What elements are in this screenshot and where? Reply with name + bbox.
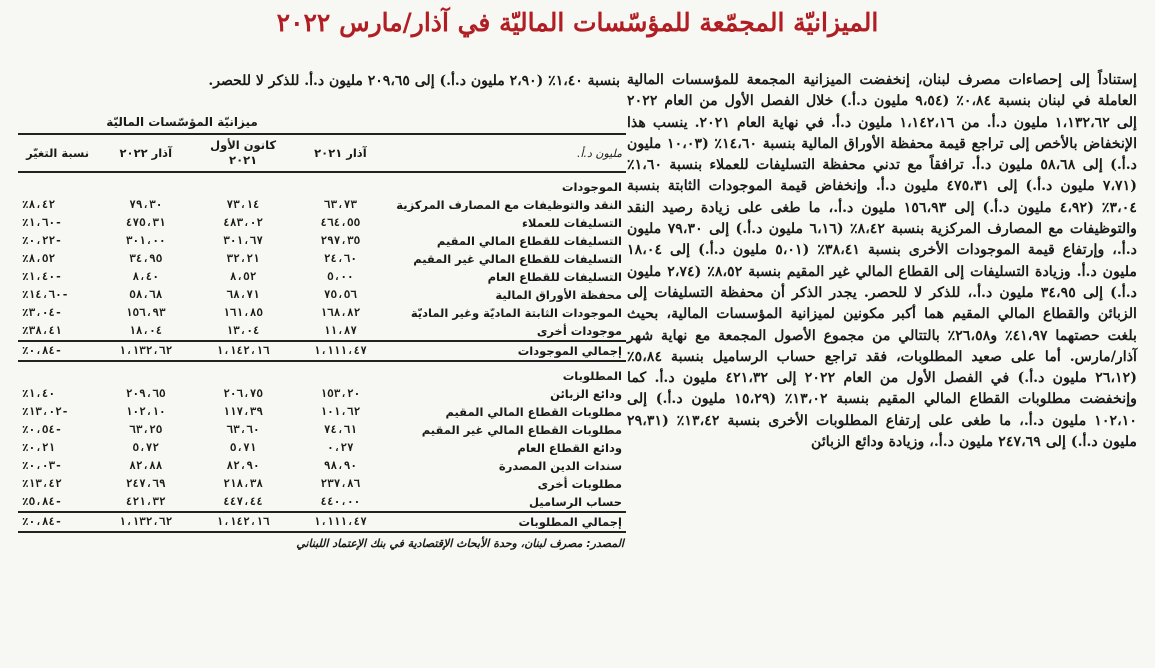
liabilities-section-row — [18, 361, 626, 385]
row-label: محفظة الأوراق المالية — [495, 288, 622, 302]
table-row — [18, 457, 626, 475]
table-row — [18, 304, 626, 322]
row-label: التسليفات للقطاع المالي غير المقيم — [413, 252, 622, 266]
value-change: -٠،٨٤٪ — [18, 512, 97, 532]
page-title: الميزانيّة المجمّعة للمؤسّسات الماليّة في آذار/مارس ٢٠٢٢ — [276, 8, 879, 37]
row-label: ودائع القطاع العام — [517, 441, 622, 455]
value-mar-2022: ٦٣،٢٥ — [129, 423, 163, 436]
row-label: موجودات أخرى — [536, 324, 622, 338]
value-change: -١،٦٠٪ — [22, 216, 62, 229]
table-row — [18, 385, 626, 403]
value-dec-2021: ١،١٤٢،١٦ — [194, 512, 291, 532]
value-mar-2021: ٤٦٤،٥٥ — [320, 216, 361, 229]
value-mar-2022: ٣٤،٩٥ — [129, 252, 163, 265]
value-dec-2021: ٣٠١،٦٧ — [223, 234, 263, 247]
value-dec-2021: ٤٨٣،٠٢ — [223, 216, 263, 229]
intro-continuation: بنسبة ١،٤٠٪ (٢،٩٠ مليون د.أ.) إلى ٢٠٩،٦٥ مليون د.أ. للذكر لا للحصر. — [208, 73, 620, 89]
value-mar-2021: ٢٣٧،٨٦ — [320, 477, 361, 490]
value-mar-2021: ٧٤،٦١ — [323, 423, 357, 436]
value-change: -١،٤٠٪ — [22, 270, 62, 283]
table-body — [18, 172, 626, 532]
value-mar-2022: ٢٤٧،٦٩ — [125, 477, 166, 490]
value-dec-2021: ٤٤٧،٤٤ — [223, 495, 263, 508]
table-row — [18, 196, 626, 214]
value-mar-2022: ٥٨،٦٨ — [129, 288, 163, 301]
table-row — [18, 214, 626, 232]
row-label: التسليفات للقطاع العام — [487, 270, 622, 284]
table-row — [18, 475, 626, 493]
value-mar-2021: ٠،٢٧ — [327, 441, 354, 454]
unit-header: مليون د.أ. — [389, 134, 626, 172]
value-mar-2021: ٢٤،٦٠ — [323, 252, 357, 265]
row-label: مطلوبات القطاع المالي غير المقيم — [421, 423, 622, 437]
value-dec-2021: ١٦١،٨٥ — [223, 306, 263, 319]
row-label: مطلوبات القطاع المالي المقيم — [445, 405, 622, 419]
value-dec-2021: ٢١٨،٣٨ — [223, 477, 263, 490]
value-change: ٨،٥٢٪ — [22, 252, 56, 265]
balance-sheet-table-wrap — [18, 115, 626, 550]
row-label: إجمالي الموجودات — [389, 341, 626, 361]
col-mar-2022-header: آذار ٢٠٢٢ — [97, 134, 194, 172]
value-mar-2021: ١،١١١،٤٧ — [292, 512, 389, 532]
row-label: إجمالي المطلوبات — [389, 512, 626, 532]
row-label: مطلوبات أخرى — [537, 477, 622, 491]
value-mar-2022: ٨٢،٨٨ — [129, 459, 163, 472]
value-mar-2021: ١١،٨٧ — [323, 324, 357, 337]
value-mar-2022: ١٠٢،١٠ — [125, 405, 166, 418]
value-change: ١،٤٠٪ — [22, 387, 56, 400]
value-change: -١٣،٠٢٪ — [22, 405, 69, 418]
col-change-header: نسبة التغيّر — [18, 134, 97, 172]
value-dec-2021: ١،١٤٢،١٦ — [194, 341, 291, 361]
value-mar-2021: ١،١١١،٤٧ — [292, 341, 389, 361]
source-note: المصدر: مصرف لبنان، وحدة الأبحاث الإقتصادية في بنك الإعتماد اللبناني — [296, 537, 624, 550]
row-label: الموجودات الثابتة الماديّة وغير الماديّة — [410, 306, 622, 320]
table-row — [18, 250, 626, 268]
col-mar-2021-header: آذار ٢٠٢١ — [292, 134, 389, 172]
row-label: ودائع الزبائن — [550, 387, 622, 401]
value-mar-2022: ١٨،٠٤ — [129, 324, 163, 337]
assets-section-label: الموجودات — [561, 180, 622, 194]
value-dec-2021: ٨،٥٢ — [229, 270, 257, 283]
value-dec-2021: ٦٣،٦٠ — [226, 423, 260, 436]
value-mar-2022: ٨،٤٠ — [132, 270, 160, 283]
value-change: -٣،٠٤٪ — [22, 306, 62, 319]
value-mar-2022: ١،١٣٢،٦٢ — [97, 512, 194, 532]
table-row — [18, 232, 626, 250]
value-mar-2021: ٧٥،٥٦ — [323, 288, 357, 301]
value-mar-2021: ٩٨،٩٠ — [323, 459, 357, 472]
value-dec-2021: ٥،٧١ — [229, 441, 257, 454]
value-change: ٨،٤٢٪ — [22, 198, 56, 211]
table-row — [18, 268, 626, 286]
table-row — [18, 322, 626, 341]
value-change: ٣٨،٤١٪ — [22, 324, 62, 337]
balance-sheet-table — [18, 133, 626, 533]
table-row — [18, 341, 626, 361]
row-label: حساب الرساميل — [529, 495, 622, 509]
row-label: التسليفات للعملاء — [521, 216, 622, 230]
value-mar-2021: ١٠١،٦٢ — [320, 405, 361, 418]
article-body — [627, 70, 1137, 453]
value-change: -٥،٨٤٪ — [22, 495, 62, 508]
row-label: التسليفات للقطاع المالي المقيم — [436, 234, 622, 248]
value-mar-2022: ١،١٣٢،٦٢ — [97, 341, 194, 361]
assets-section-row — [18, 172, 626, 196]
article-paragraph: إستناداً إلى إحصاءات مصرف لبنان، إنخفضت الميزانية المجمعة للمؤسسات المالية العاملة في لبنان بنسبة ٠،٨٤٪ (٩،٥٤ مليون د.أ.) خلال الفصل الأول من العام ٢٠٢٢ إلى ١،١٣٢،٦٢ مليون د.أ. من ١،١٤٢،١٦ مليون د.أ. في نهاية العام ٢٠٢١. ينسب هذا الإنخفاض بالأخص إلى تراجع قيمة محفظة الأوراق المالية بنسبة ١٤،٦٠٪ (١٠،٠٣ مليون د.أ.) إلى ٥٨،٦٨ مليون د.أ. ترافقاً مع تدني محفظة التسليفات للعملاء بنسبة ١،٦٠٪ (٧،٧١ مليون د.أ.) إلى ٤٧٥،٣١ مليون د.أ. وإنخفاض قيمة الموجودات الثابتة بنسبة ٣،٠٤٪ (٤،٩٢ مليون د.أ.) إلى ١٥٦،٩٣ مليون د.أ.، ما طغى على زيادة رصيد النقد والتوظيفات مع المصارف المركزية بنسبة ٨،٤٢٪ (٦،١٦ مليون د.أ.) إلى ٧٩،٣٠ مليون د.أ.، وإرتفاع قيمة الموجودات الأخرى بنسبة ٣٨،٤١٪ (٥،٠١ مليون د.أ.) إلى ١٨،٠٤ مليون د.أ. وزيادة التسليفات إلى القطاع المالي غير المقيم بنسبة ٨،٥٢٪ (٢،٧٤ مليون د.أ.) إلى ٣٤،٩٥ مليون د.أ.، للذكر لا للحصر. يجدر الذكر أن محفظة التسليفات إلى الزبائن والقطاع المالي المقيم هما أكبر مكونين لميزانية المؤسسات المالية، بحيث بلغت حصتهما ٤١،٩٧٪ و٢٦،٥٨٪ بالتتالي من مجموع الأصول المجمعة مع نهاية شهر آذار/مارس. أما على صعيد المطلوبات، فقد تراجع حساب الرساميل بنسبة ٥،٨٤٪ (٢٦،١٢ مليون د.أ.) في الفصل الأول من العام ٢٠٢٢ إلى ٤٢١،٣٢ مليون د.أ. كما وإنخفضت مطلوبات القطاع المالي المقيم بنسبة ١٣،٠٢٪ (١٥،٢٩ مليون د.أ.) إلى ١٠٢،١٠ مليون د.أ.، ما طغى على إرتفاع المطلوبات الأخرى بنسبة ١٣،٤٢٪ (٢٩،٣١ مليون د.أ.) إلى ٢٤٧،٦٩ مليون د.أ.، وزيادة ودائع الزبائن — [627, 72, 1138, 451]
table-row — [18, 286, 626, 304]
value-mar-2022: ٤٧٥،٣١ — [125, 216, 166, 229]
value-dec-2021: ١١٧،٣٩ — [223, 405, 263, 418]
value-dec-2021: ٦٨،٧١ — [226, 288, 260, 301]
table-header-row — [18, 134, 626, 172]
table-row — [18, 403, 626, 421]
value-change: -٠،٢٢٪ — [22, 234, 62, 247]
table-row — [18, 421, 626, 439]
table-row — [18, 439, 626, 457]
value-mar-2022: ١٥٦،٩٣ — [125, 306, 166, 319]
value-dec-2021: ٢٠٦،٧٥ — [223, 387, 263, 400]
value-dec-2021: ١٣،٠٤ — [226, 324, 260, 337]
liabilities-section-label: المطلوبات — [562, 369, 622, 383]
value-dec-2021: ٧٣،١٤ — [226, 198, 260, 211]
value-mar-2021: ١٦٨،٨٢ — [320, 306, 361, 319]
table-title: ميزانيّة المؤسّسات الماليّة — [106, 115, 258, 129]
value-mar-2022: ٣٠١،٠٠ — [125, 234, 166, 247]
value-change: ١٣،٤٢٪ — [22, 477, 62, 490]
value-mar-2021: ١٥٣،٢٠ — [320, 387, 361, 400]
value-change: ٠،٢١٪ — [22, 441, 56, 454]
value-mar-2021: ٢٩٧،٣٥ — [320, 234, 361, 247]
value-dec-2021: ٣٢،٢١ — [226, 252, 260, 265]
value-change: -٠،٨٤٪ — [18, 341, 97, 361]
value-mar-2022: ٤٢١،٣٢ — [125, 495, 166, 508]
col-dec-2021-header: كانون الأول ٢٠٢١ — [194, 134, 291, 172]
value-mar-2022: ٢٠٩،٦٥ — [125, 387, 166, 400]
table-row — [18, 493, 626, 512]
value-change: -١٤،٦٠٪ — [22, 288, 69, 301]
value-mar-2021: ٦٣،٧٣ — [323, 198, 357, 211]
value-mar-2022: ٧٩،٣٠ — [129, 198, 163, 211]
value-change: -٠،٥٤٪ — [22, 423, 62, 436]
value-dec-2021: ٨٢،٩٠ — [226, 459, 260, 472]
value-change: -٠،٠٣٪ — [22, 459, 62, 472]
row-label: النقد والتوظيفات مع المصارف المركزية — [396, 198, 622, 212]
value-mar-2021: ٤٤٠،٠٠ — [320, 495, 361, 508]
table-row — [18, 512, 626, 532]
row-label: سندات الدين المصدرة — [498, 459, 622, 473]
value-mar-2022: ٥،٧٢ — [132, 441, 160, 454]
value-mar-2021: ٥،٠٠ — [327, 270, 354, 283]
